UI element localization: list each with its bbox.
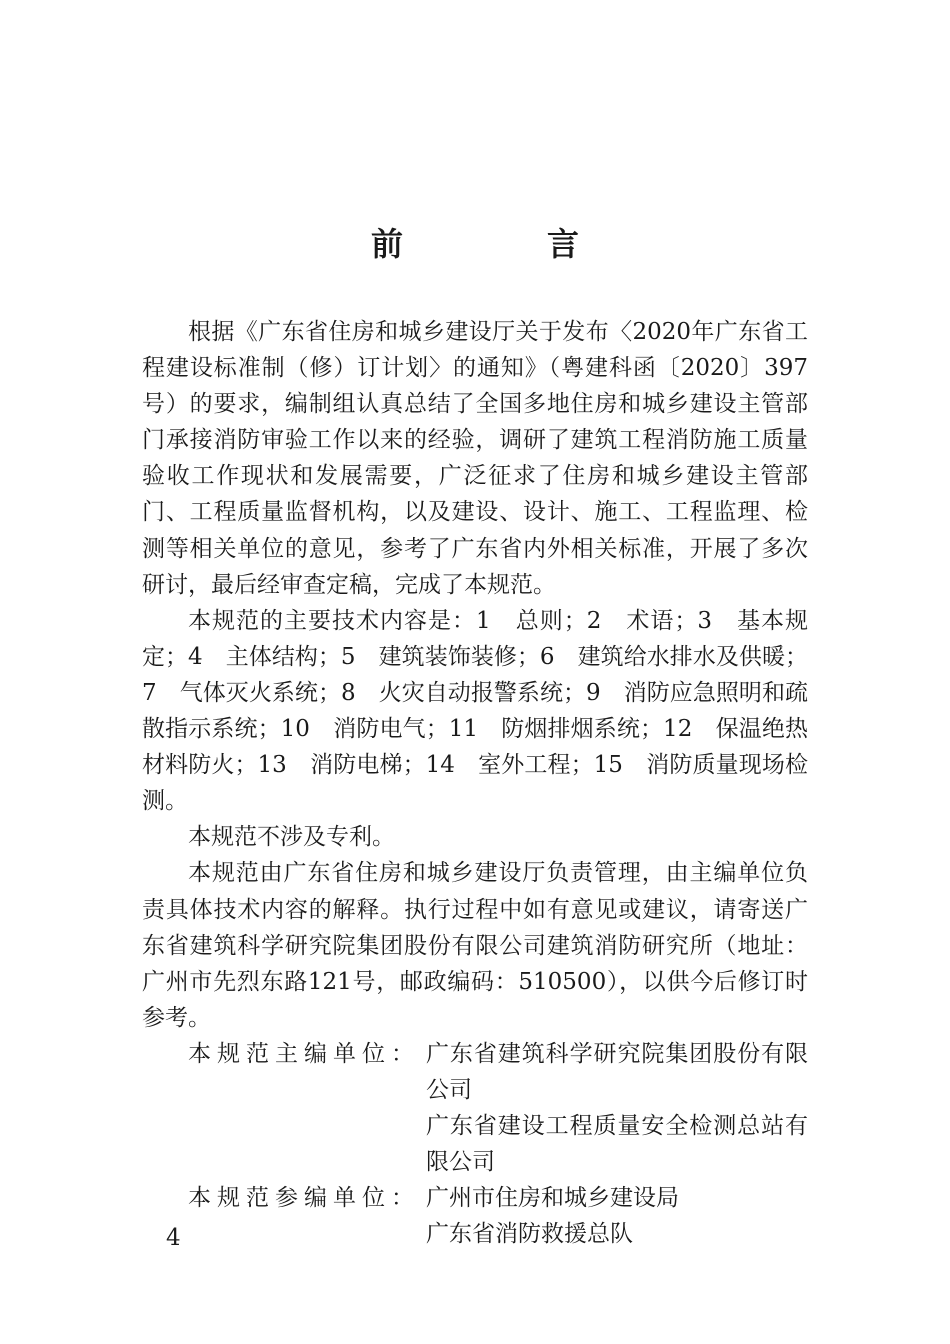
unit-list [142,1036,808,1253]
page-number: 4 [166,1225,181,1251]
chief-unit-name: 广东省建设工程质量安全检测总站有限公司 [426,1113,808,1176]
chief-units-label: 本规范主编单位： [188,1040,414,1067]
paragraph-management: 本规范由广东省住房和城乡建设厅负责管理，由主编单位负责具体技术内容的解释。执行过程中如有意见或建议，请寄送广东省建筑科学研究院集团股份有限公司建筑消防研究所（地址：广州市先烈东路121号，邮政编码：510500），以供今后修订时参考。 [142,860,808,1031]
paragraph-contents: 本规范的主要技术内容是：1 总则；2 术语；3 基本规定；4 主体结构；5 建筑装饰装修；6 建筑给水排水及供暖；7 气体灭火系统；8 火灾自动报警系统；9 消防应急照明和疏散指示系统；10 消防电气；11 防烟排烟系统；12 保温绝热材料防火；13 消防电梯；14 室外工程；15 消防质量现场检测。 [142,607,808,815]
paragraph-basis: 根据《广东省住房和城乡建设厅关于发布〈2020年广东省工程建设标准制（修）订计划〉的通知》（粤建科函〔2020〕397号）的要求，编制组认真总结了全国多地住房和城乡建设主管部门承接消防审验工作以来的经验，调研了建筑工程消防施工质量验收工作现状和发展需要，广泛征求了住房和城乡建设主管部门、工程质量监督机构，以及建设、设计、施工、工程监理、检测等相关单位的意见，参考了广东省内外相关标准，开展了多次研讨，最后经审查定稿，完成了本规范。 [142,319,808,598]
chief-unit-name: 广东省建筑科学研究院集团股份有限公司 [426,1040,808,1103]
participating-units-names [426,1180,808,1252]
page-title: 前 言 [370,225,635,263]
participating-units-row [142,1180,808,1252]
participating-units-label: 本规范参编单位： [188,1185,414,1212]
participating-unit-name: 广东省消防救援总队 [426,1221,633,1248]
paragraph-patent: 本规范不涉及专利。 [188,824,395,851]
participating-unit-name: 广州市住房和城乡建设局 [426,1185,679,1212]
chief-units-row [142,1036,808,1180]
preface-body [142,314,808,1252]
chief-units-names [426,1036,808,1180]
